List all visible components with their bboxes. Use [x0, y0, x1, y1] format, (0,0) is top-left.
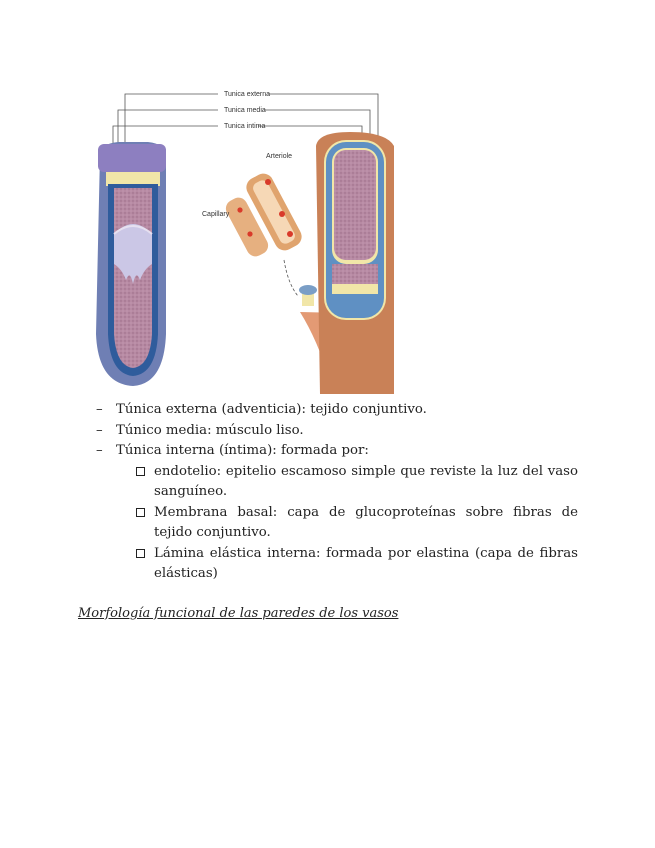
label-tunica-intima: Tunica intima	[224, 123, 266, 130]
list-item	[96, 421, 578, 442]
list-item-text: Túnica interna (íntima): formada por:	[116, 443, 369, 458]
checkbox-icon	[136, 549, 145, 558]
list-dash: –	[96, 443, 103, 458]
list-item	[96, 441, 578, 462]
vein-illustration	[96, 142, 166, 386]
list-item-text: Túnica externa (adventicia): tejido conjuntivo.	[116, 402, 427, 417]
sub-list-item-text: Lámina elástica interna: formada por elastina (capa de fibras elásticas)	[154, 545, 578, 581]
sub-list-item	[96, 544, 578, 585]
sub-list-item-text: endotelio: epitelio escamoso simple que reviste la luz del vaso sanguíneo.	[154, 463, 578, 499]
blood-vessel-figure	[88, 84, 406, 394]
label-capillary: Capillary	[202, 211, 230, 218]
sub-list-item	[96, 503, 578, 544]
list-dash: –	[96, 402, 103, 417]
label-arteriole: Arteriole	[266, 153, 293, 160]
vessel-layers-list	[96, 400, 578, 585]
sub-list-item	[96, 462, 578, 503]
list-item	[96, 400, 578, 421]
checkbox-icon	[136, 508, 145, 517]
artery-illustration	[299, 132, 394, 394]
sub-list-item-text: Membrana basal: capa de glucoproteínas sobre fibras de tejido conjuntivo.	[154, 504, 578, 540]
checkbox-icon	[136, 467, 145, 476]
list-dash: –	[96, 422, 103, 438]
list-item-text: Túnico media: músculo liso.	[116, 422, 304, 438]
label-tunica-media: Tunica media	[224, 107, 266, 114]
label-tunica-externa: Tunica externa	[224, 91, 271, 98]
section-heading: Morfología funcional de las paredes de los vasos	[78, 606, 399, 621]
